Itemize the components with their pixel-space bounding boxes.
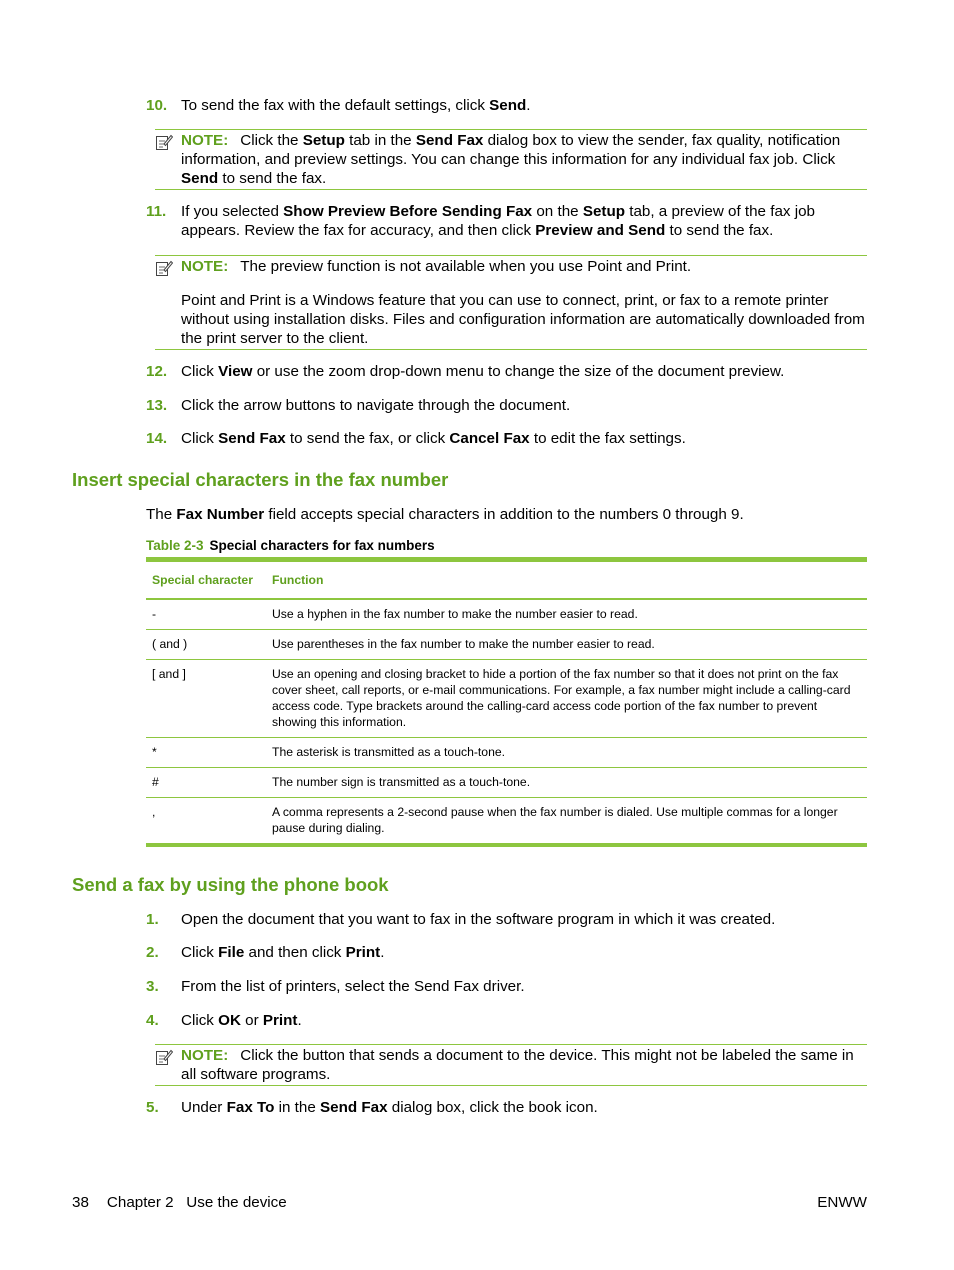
note-pencil-icon (155, 1048, 173, 1066)
table-caption (146, 537, 435, 554)
note-text-continued: Point and Print is a Windows feature that you can use to connect, print, or fax to a remote printer without using installation disks. Files and configuration information are automatically downloaded from the print server to the client. (181, 292, 865, 347)
table-cell: - (146, 599, 266, 630)
note-point-and-print (155, 255, 867, 350)
table-cell: * (146, 738, 266, 768)
note-text: NOTE: The preview function is not available when you use Point and Print. (181, 258, 692, 275)
page-number: 38 (72, 1194, 89, 1211)
step-number: 3. (146, 978, 159, 995)
table-cell: A comma represents a 2-second pause when the fax number is dialed. Use multiple commas for a longer pause during dialing. (272, 805, 838, 835)
special-characters-table (146, 557, 867, 847)
note-setup-tab (155, 129, 867, 190)
step-number: 1. (146, 911, 159, 928)
step-text: Click Send Fax to send the fax, or click Cancel Fax to edit the fax settings. (181, 430, 686, 447)
step-number: 4. (146, 1012, 159, 1029)
step-number: 13. (146, 397, 168, 414)
table-row (146, 630, 867, 660)
step-number: 14. (146, 430, 168, 447)
column-header: Function (266, 560, 867, 600)
page-footer-right: ENWW (817, 1194, 867, 1211)
chapter-title: Chapter 2 Use the device (106, 1194, 287, 1211)
column-header: Special character (146, 560, 266, 600)
step-text: Click the arrow buttons to navigate through the document. (181, 397, 571, 414)
step-14 (146, 429, 867, 448)
step-number: 11. (146, 203, 167, 220)
step-number: 5. (146, 1099, 159, 1116)
note-send-button (155, 1044, 867, 1086)
note-label: NOTE: (181, 1047, 229, 1064)
section-intro: The Fax Number field accepts special characters in addition to the numbers 0 through 9. (146, 506, 744, 523)
table-row (146, 798, 867, 846)
table-header-row (146, 560, 867, 600)
table-cell: The number sign is transmitted as a touch-tone. (266, 768, 867, 798)
table-cell: # (146, 768, 266, 798)
step-number: 12. (146, 363, 168, 380)
step-text: If you selected Show Preview Before Sending Fax on the Setup tab, a preview of the fax job appears. Review the fax for accuracy, and then click Preview and Send to send the fax. (181, 203, 815, 239)
step-5 (146, 1098, 867, 1117)
step-text: Click View or use the zoom drop-down menu to change the size of the document preview. (181, 363, 785, 380)
section-heading-phone-book: Send a fax by using the phone book (72, 874, 389, 895)
note-text: NOTE: Click the button that sends a document to the device. This might not be labeled the same in all software programs. (181, 1047, 854, 1083)
table-cell: Use a hyphen in the fax number to make the number easier to read. (266, 599, 867, 630)
step-3 (146, 977, 867, 996)
section-heading-special-characters: Insert special characters in the fax number (72, 469, 449, 490)
note-label: NOTE: (181, 258, 229, 275)
table-cell: Use parentheses in the fax number to make the number easier to read. (266, 630, 867, 660)
step-number: 2. (146, 944, 159, 961)
step-13 (146, 396, 867, 415)
table-row (146, 738, 867, 768)
step-text: To send the fax with the default settings, click Send. (181, 97, 531, 114)
table-cell: [ and ] (146, 660, 266, 738)
table-title: Special characters for fax numbers (209, 538, 435, 553)
step-text: Click OK or Print. (181, 1012, 302, 1029)
step-10 (146, 96, 867, 115)
step-2 (146, 943, 867, 962)
page-footer-left (72, 1193, 287, 1212)
table-row (146, 599, 867, 630)
step-11 (146, 202, 867, 240)
step-text: Under Fax To in the Send Fax dialog box, click the book icon. (181, 1099, 598, 1116)
step-1 (146, 910, 867, 929)
table-cell: ( and ) (146, 630, 266, 660)
table-cell: The asterisk is transmitted as a touch-tone. (266, 738, 867, 768)
step-text: Open the document that you want to fax in the software program in which it was created. (181, 911, 776, 928)
note-pencil-icon (155, 133, 173, 151)
step-4 (146, 1011, 867, 1030)
step-number: 10. (146, 97, 168, 114)
table-row (146, 660, 867, 738)
table-cell: Use an opening and closing bracket to hide a portion of the fax number so that it does not print on the fax cover sheet, call reports, or e-mail communications. For example, a fax number might include a calling-card access code. Type brackets around the calling-card access code portion of the fax number to prevent showing this information. (266, 660, 867, 738)
note-pencil-icon (155, 259, 173, 277)
table-row (146, 768, 867, 798)
note-text: NOTE: Click the Setup tab in the Send Fax dialog box to view the sender, fax quality, notification information, and preview settings. You can change this information for any individual fax job. Click Send to send the fax. (181, 132, 841, 187)
table-cell: , (152, 805, 156, 819)
table-number: Table 2-3 (146, 538, 204, 553)
note-label: NOTE: (181, 132, 229, 149)
step-text: From the list of printers, select the Send Fax driver. (181, 978, 525, 995)
step-12 (146, 362, 867, 381)
step-text: Click File and then click Print. (181, 944, 385, 961)
